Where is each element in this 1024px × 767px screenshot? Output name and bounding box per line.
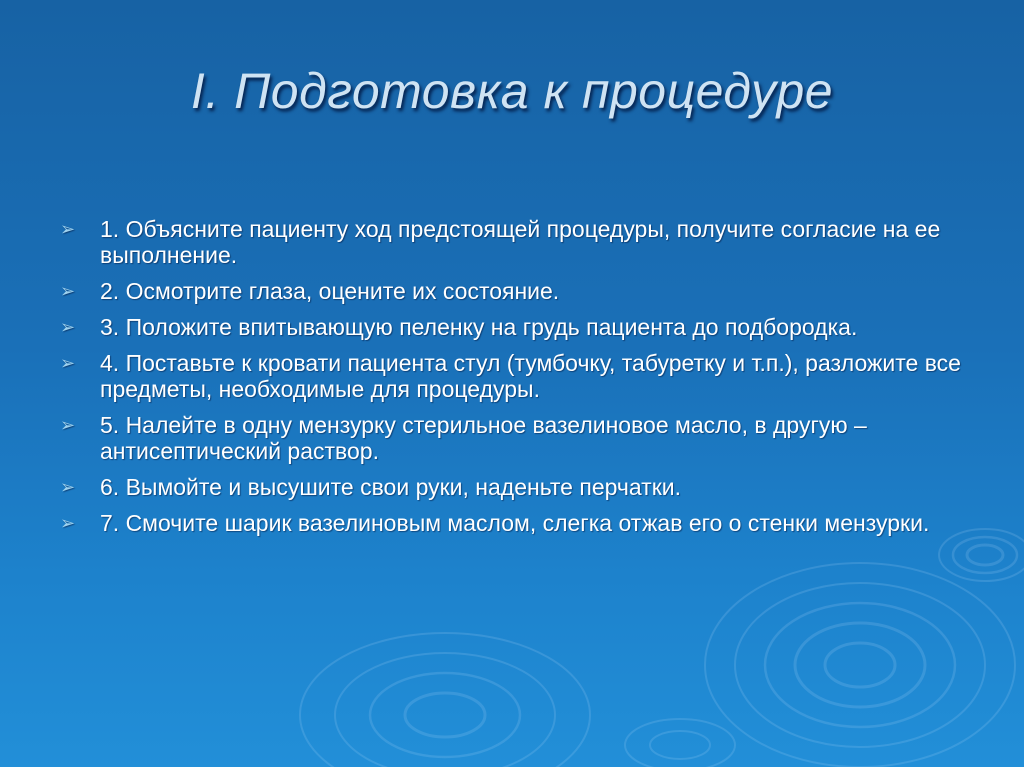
arrow-bullet-icon: ➢ [60,281,76,301]
arrow-bullet-icon: ➢ [60,513,76,533]
list-item-text: 5. Налейте в одну мензурку стерильное вазелиновое масло, в другую – антисептический раствор. [100,412,867,464]
arrow-bullet-icon: ➢ [60,219,76,239]
arrow-bullet-icon: ➢ [60,477,76,497]
list-item [60,474,980,500]
list-item [60,314,980,340]
slide-title: I. Подготовка к процедуре [190,63,834,119]
list-item-text: 3. Положите впитывающую пеленку на грудь пациента до подбородка. [100,314,858,340]
list-item [60,278,980,304]
list-item [60,350,980,402]
arrow-bullet-icon: ➢ [60,415,76,435]
list-item-text: 7. Смочите шарик вазелиновым маслом, слегка отжав его о стенки мензурки. [100,510,930,536]
list-item [60,510,980,536]
arrow-bullet-icon: ➢ [60,353,76,373]
list-item-text: 1. Объясните пациенту ход предстоящей процедуры, получите согласие на ее выполнение. [100,216,941,268]
list-item-text: 2. Осмотрите глаза, оцените их состояние. [100,278,560,304]
list-item-text: 6. Вымойте и высушите свои руки, наденьте перчатки. [100,474,681,500]
list-item-text: 4. Поставьте к кровати пациента стул (тумбочку, табуретку и т.п.), разложите все предметы, необходимые для процедуры. [100,350,961,402]
list-item [60,412,980,464]
list-item [60,216,980,268]
arrow-bullet-icon: ➢ [60,317,76,337]
bullet-list [60,216,980,546]
